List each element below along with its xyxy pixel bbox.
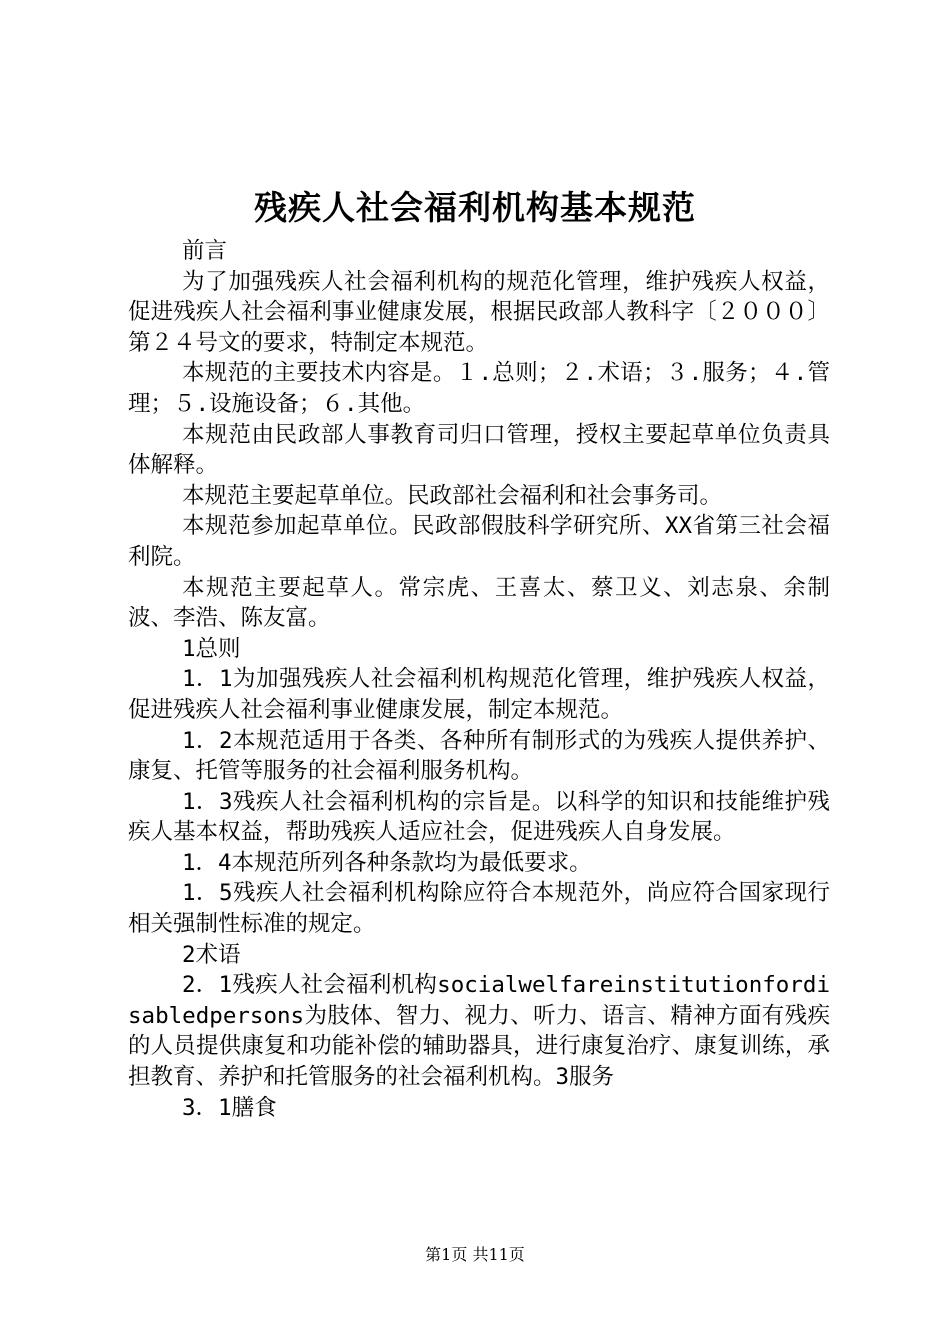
subsection-heading: 3．1膳食 xyxy=(182,1094,277,1121)
paragraph-preface: 前言 xyxy=(182,238,228,264)
paragraph: 本规范主要起草人。常宗虎、王喜太、蔡卫义、刘志泉、余制波、李浩、陈友富。 xyxy=(128,574,830,632)
paragraph: 本规范参加起草单位。民政部假肢科学研究所、XX省第三社会福利院。 xyxy=(128,513,830,570)
paragraph: 本规范主要起草单位。民政部社会福利和社会事务司。 xyxy=(182,482,723,509)
page-footer: 第1页 共11页 xyxy=(425,1245,525,1264)
paragraph: 1．2本规范适用于各类、各种所有制形式的为残疾人提供养护、康复、托管等服务的社会福利服务机构。 xyxy=(128,727,830,785)
paragraph: 1．4本规范所列各种条款均为最低要求。 xyxy=(182,849,592,876)
document-title: 残疾人社会福利机构基本规范 xyxy=(254,188,696,227)
paragraph: 为了加强残疾人社会福利机构的规范化管理，维护残疾人权益，促进残疾人社会福利事业健康发展，根据民政部人教科字〔２０００〕第２４号文的要求，特制定本规范。 xyxy=(128,268,830,356)
section-heading: 2术语 xyxy=(182,941,241,968)
document-body xyxy=(128,236,830,1123)
paragraph: 本规范由民政部人事教育司归口管理，授权主要起草单位负责具体解释。 xyxy=(128,421,830,479)
paragraph: 2．1残疾人社会福利机构socialwelfareinstitutionfordisabledpersons为肢体、智力、视力、听力、语言、精神方面有残疾的人员提供康复和功能补偿的辅助器具，进行康复治疗、康复训练，承担教育、养护和托管服务的社会福利机构。3服务 xyxy=(128,972,830,1091)
paragraph: 本规范的主要技术内容是。１.总则；２.术语；３.服务；４.管理；５.设施设备；６.其他。 xyxy=(128,360,830,417)
paragraph: 1．5残疾人社会福利机构除应符合本规范外，尚应符合国家现行相关强制性标准的规定。 xyxy=(128,880,830,938)
section-heading: 1总则 xyxy=(182,635,241,662)
paragraph: 1．1为加强残疾人社会福利机构规范化管理，维护残疾人权益，促进残疾人社会福利事业健康发展，制定本规范。 xyxy=(128,666,830,723)
paragraph: 1．3残疾人社会福利机构的宗旨是。以科学的知识和技能维护残疾人基本权益，帮助残疾人适应社会，促进残疾人自身发展。 xyxy=(128,788,830,846)
